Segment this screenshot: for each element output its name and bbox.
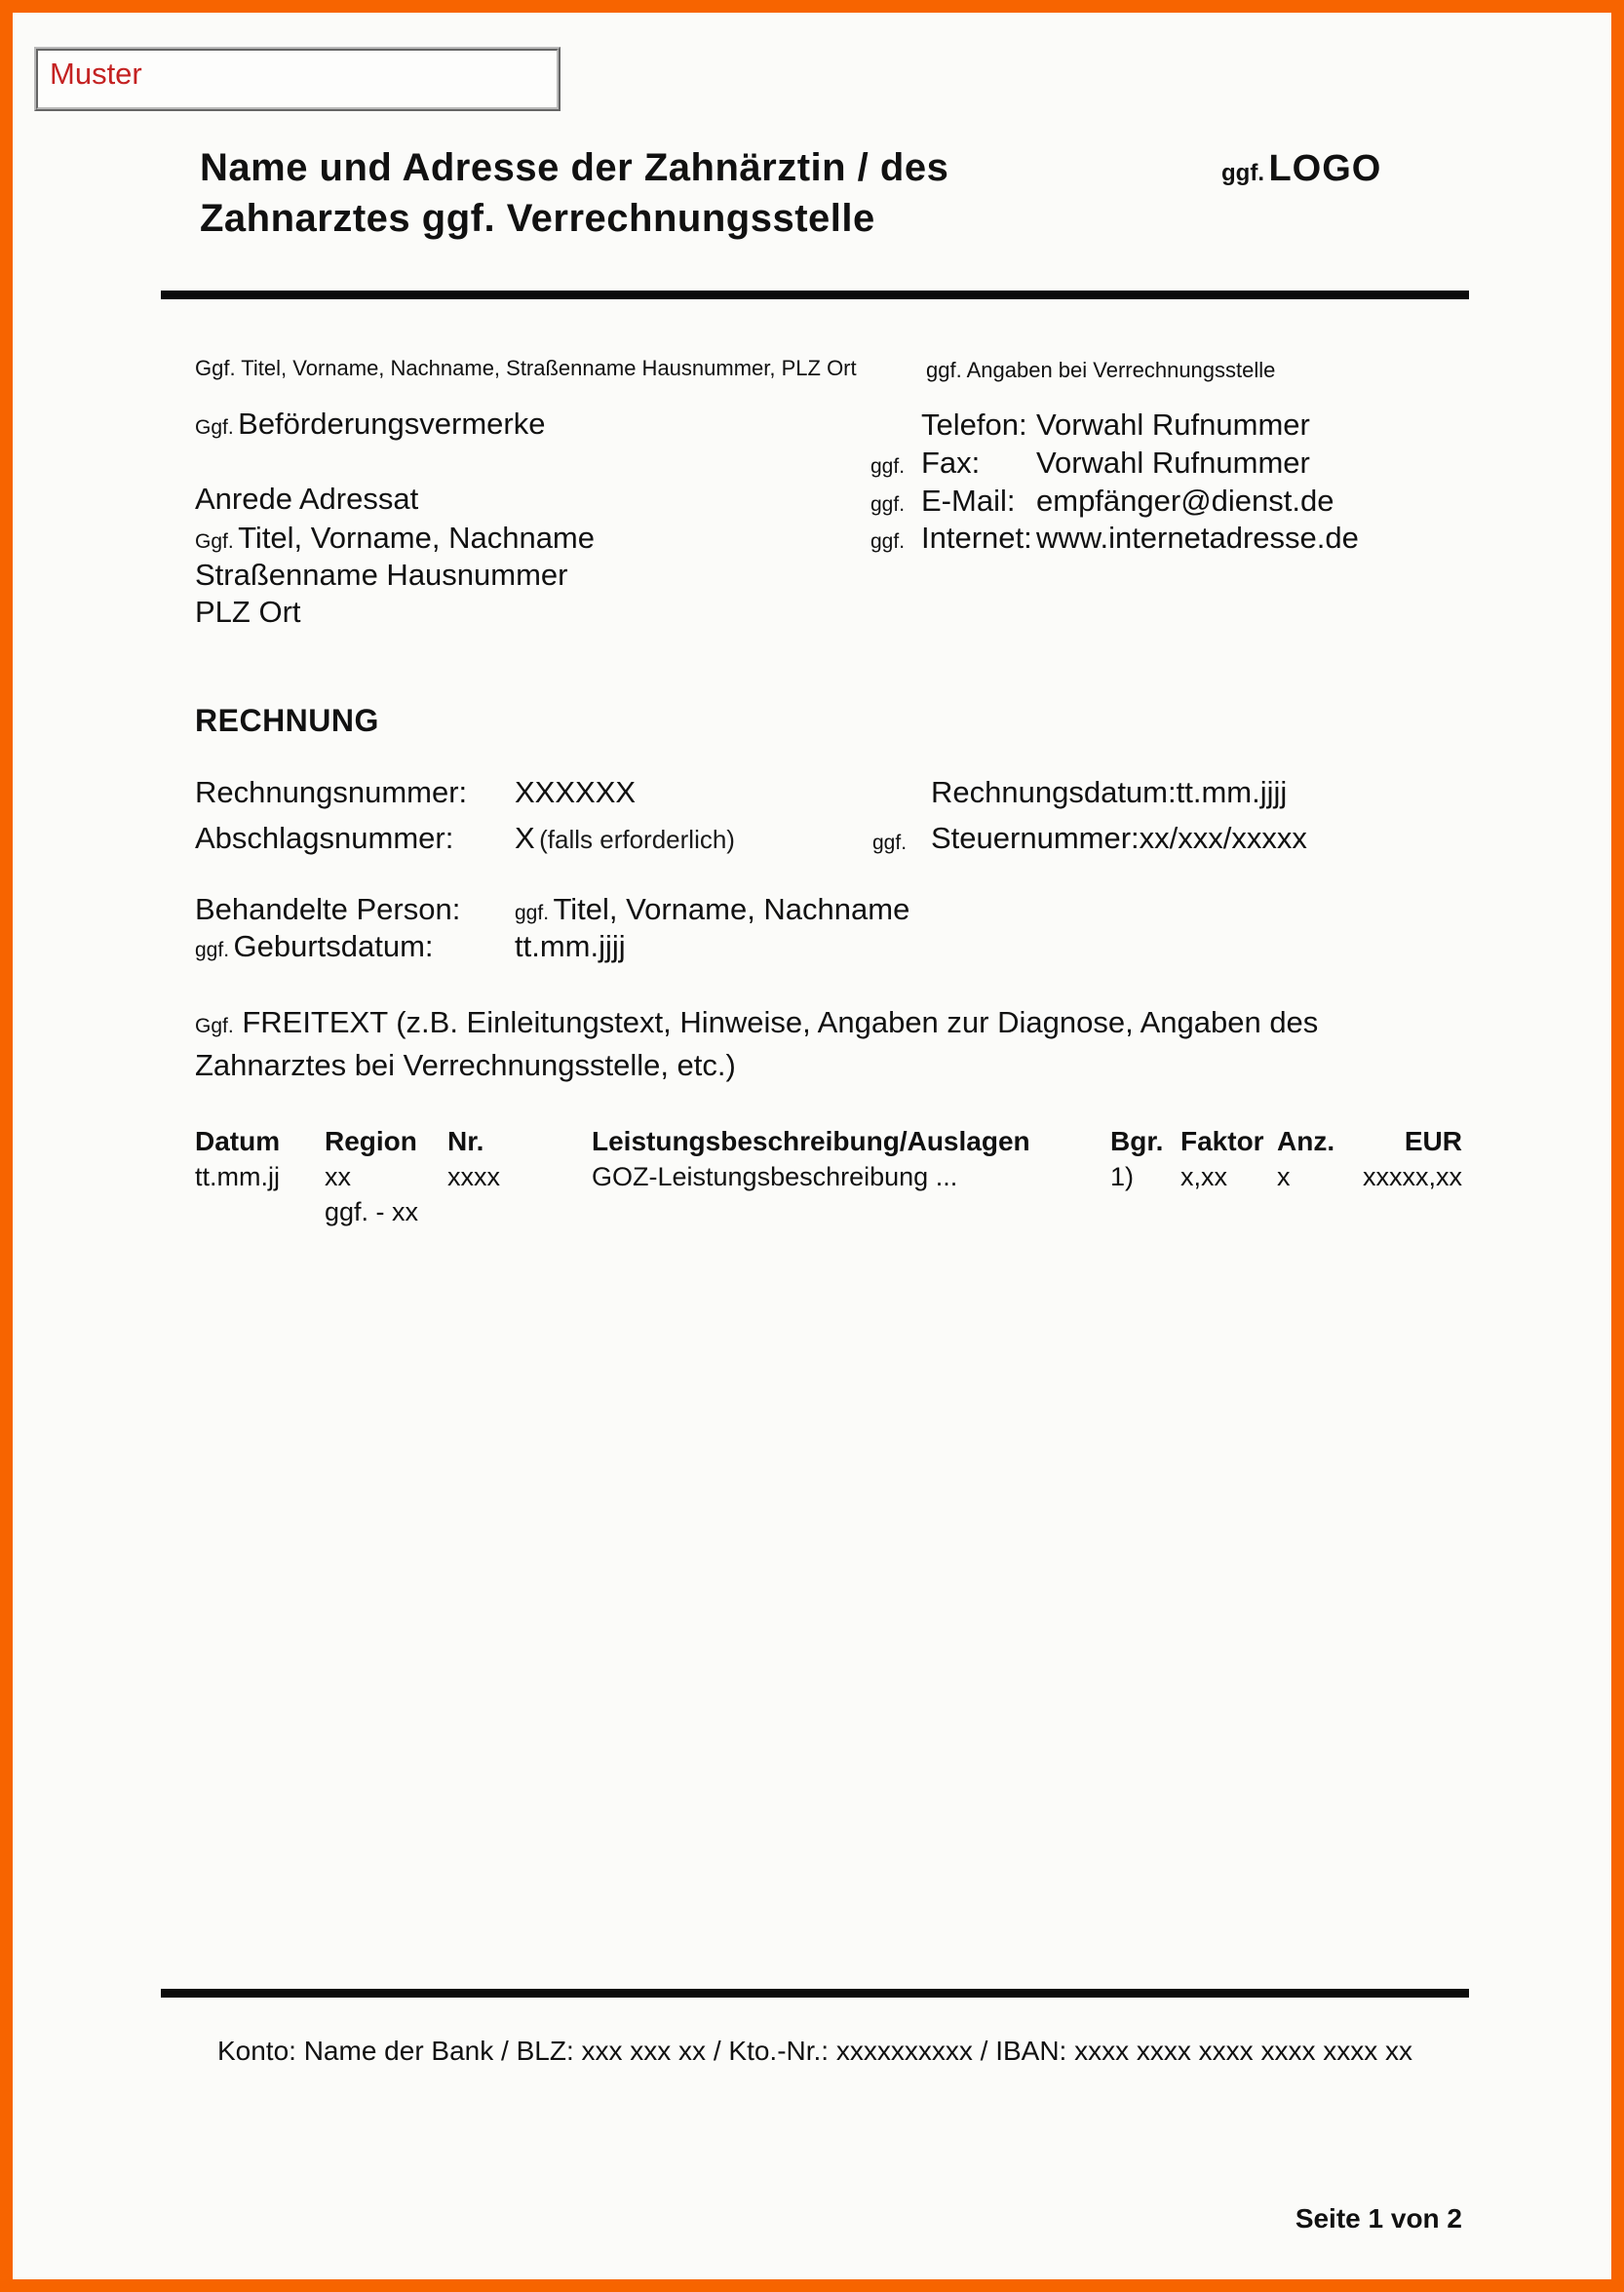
col-header-region: Region xyxy=(325,1126,417,1156)
row-cell-region: xx xyxy=(325,1162,351,1191)
contact-prefix-email: ggf. xyxy=(870,493,906,516)
footer-divider-rule xyxy=(161,1989,1469,1998)
tax-number-label: Steuernummer: xyxy=(931,821,1140,855)
contact-row-internet xyxy=(870,521,1359,556)
delivery-remarks-line xyxy=(195,407,545,442)
header-divider-rule xyxy=(161,291,1469,299)
recipient-name-line xyxy=(195,521,595,556)
invoice-number-label: Rechnungsnummer: xyxy=(195,775,468,809)
logo-placeholder xyxy=(1221,148,1381,190)
contact-label-email: E-Mail: xyxy=(921,484,1016,518)
contact-value-telefon: Vorwahl Rufnummer xyxy=(1036,408,1310,442)
sender-return-address-line: Ggf. Titel, Vorname, Nachname, Straßenname Hausnummer, PLZ Ort xyxy=(195,356,857,380)
recipient-name: Titel, Vorname, Nachname xyxy=(238,521,595,555)
col-header-leistungsbeschreibung: Leistungsbeschreibung/Auslagen xyxy=(592,1126,1030,1156)
birthdate-prefix: ggf. xyxy=(195,939,230,961)
invoice-date-line xyxy=(931,775,1287,810)
invoice-date-value: tt.mm.jjjj xyxy=(1176,775,1288,809)
letterhead-title-line1: Name und Adresse der Zahnärztin / des xyxy=(200,146,949,189)
recipient-street: Straßenname Hausnummer xyxy=(195,558,568,592)
recipient-salutation: Anrede Adressat xyxy=(195,482,419,516)
letterhead-title xyxy=(200,142,948,244)
row-cell-faktor: x,xx xyxy=(1180,1162,1228,1191)
letterhead-title-line2: Zahnarztes ggf. Verrechnungsstelle xyxy=(200,197,875,240)
birthdate-value: tt.mm.jjjj xyxy=(515,929,626,963)
contact-row-fax xyxy=(870,446,1310,481)
tax-number-value: xx/xxx/xxxxx xyxy=(1139,821,1307,855)
freitext-paragraph xyxy=(195,1003,1457,1085)
row-cell-anz: x xyxy=(1277,1162,1291,1191)
contact-prefix-fax: ggf. xyxy=(870,455,906,478)
birthdate-label: Geburtsdatum: xyxy=(233,929,434,963)
recipient-name-prefix: Ggf. xyxy=(195,530,234,553)
row-cell-leistungsbeschreibung: GOZ-Leistungsbeschreibung ... xyxy=(592,1162,958,1191)
contact-row-telefon xyxy=(870,408,1310,443)
col-header-eur: EUR xyxy=(1404,1126,1462,1156)
installment-number-label: Abschlagsnummer: xyxy=(195,821,454,855)
muster-stamp-label: Muster xyxy=(50,57,142,91)
patient-value: Titel, Vorname, Nachname xyxy=(553,892,910,926)
col-header-datum: Datum xyxy=(195,1126,281,1156)
patient-prefix: ggf. xyxy=(515,902,550,924)
contact-label-internet: Internet: xyxy=(921,521,1032,555)
logo-prefix: ggf. xyxy=(1221,160,1264,186)
birthdate-label-line xyxy=(195,929,434,964)
bank-details-line: Konto: Name der Bank / BLZ: xxx xxx xx / Kto.-Nr.: xxxxxxxxxx / IBAN: xxxx xxxx xxxx xxxx xxxx xx xyxy=(216,2036,1413,2066)
installment-number-line xyxy=(515,821,735,856)
logo-text: LOGO xyxy=(1268,148,1382,189)
installment-number-value: X xyxy=(515,821,535,855)
muster-stamp-box xyxy=(34,47,561,111)
col-header-anz: Anz. xyxy=(1277,1126,1335,1156)
patient-label: Behandelte Person: xyxy=(195,892,461,926)
row-cell-bgr: 1) xyxy=(1110,1162,1135,1191)
row-cell-eur: xxxxx,xx xyxy=(1362,1162,1462,1191)
contact-label-fax: Fax: xyxy=(921,446,981,480)
installment-number-note: (falls erforderlich) xyxy=(539,825,735,854)
contact-value-email: empfänger@dienst.de xyxy=(1036,484,1334,518)
col-header-faktor: Faktor xyxy=(1180,1126,1264,1156)
page-indicator: Seite 1 von 2 xyxy=(1295,2203,1462,2234)
invoice-number-value: XXXXXX xyxy=(515,775,637,809)
patient-line xyxy=(515,892,909,927)
recipient-city: PLZ Ort xyxy=(195,595,301,629)
col-header-nr: Nr. xyxy=(447,1126,484,1156)
verrechnungsstelle-note: ggf. Angaben bei Verrechnungsstelle xyxy=(926,358,1276,382)
invoice-heading: RECHNUNG xyxy=(195,703,379,738)
tax-number-prefix: ggf. xyxy=(872,832,908,854)
row-cell-nr: xxxx xyxy=(447,1162,500,1191)
delivery-remarks-text: Beförderungsvermerke xyxy=(238,407,546,441)
invoice-date-label: Rechnungsdatum: xyxy=(931,775,1177,809)
contact-value-fax: Vorwahl Rufnummer xyxy=(1036,446,1310,480)
freitext-text: FREITEXT (z.B. Einleitungstext, Hinweise, Angaben zur Diagnose, Angaben des Zahnarztes bei Verrechnungsstelle, etc.) xyxy=(195,1005,1319,1082)
col-header-bgr: Bgr. xyxy=(1110,1126,1164,1156)
delivery-remarks-prefix: Ggf. xyxy=(195,416,234,439)
row-cell-region-note: ggf. - xx xyxy=(325,1197,419,1226)
row-cell-datum: tt.mm.jj xyxy=(195,1162,280,1191)
freitext-prefix: Ggf. xyxy=(195,1015,234,1037)
tax-number-line xyxy=(931,821,1307,856)
positions-table xyxy=(195,1126,1462,1243)
contact-value-internet: www.internetadresse.de xyxy=(1036,521,1359,555)
contact-row-email xyxy=(870,484,1334,519)
contact-prefix-internet: ggf. xyxy=(870,530,906,553)
contact-label-telefon: Telefon: xyxy=(921,408,1027,442)
